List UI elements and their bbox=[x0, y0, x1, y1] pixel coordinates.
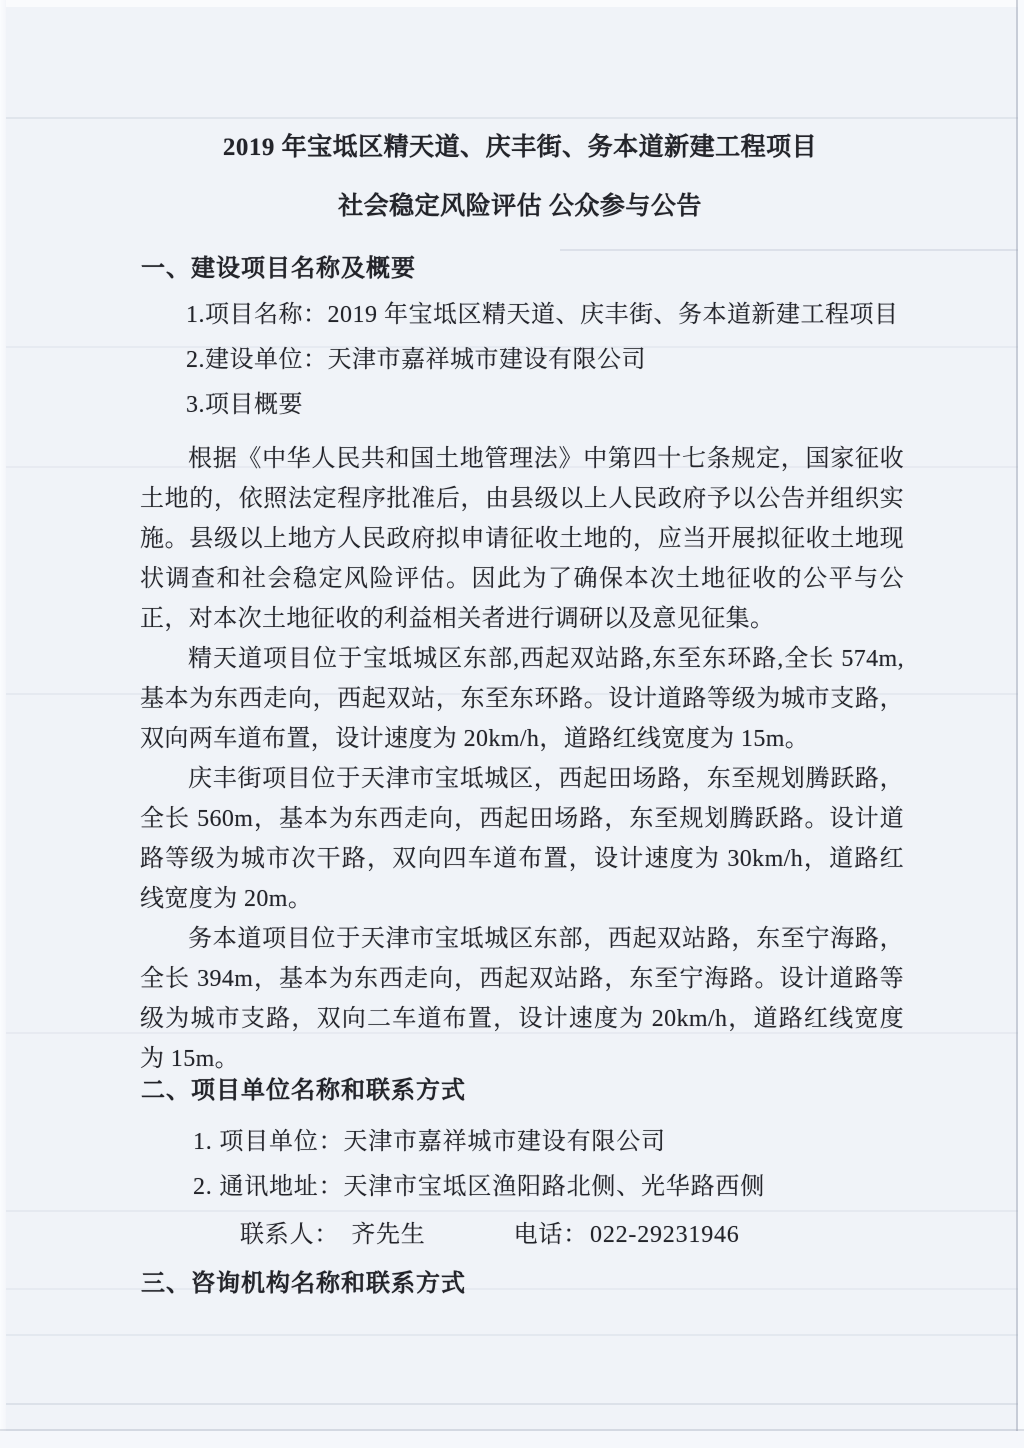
paragraph-jingtiandao: 精天道项目位于宝坻城区东部,西起双站路,东至东环路,全长 574m,基本为东西走向，西起双站，东至东环路。设计道路等级为城市支路，双向两车道布置，设计速度为 20km/h，道路红线宽度为 15m。 bbox=[140, 646, 904, 752]
scan-edge-top bbox=[0, 0, 1024, 7]
section-1-item-project-name: 1.项目名称：2019 年宝坻区精天道、庆丰街、务本道新建工程项目 bbox=[186, 302, 899, 328]
scan-edge-left bbox=[0, 0, 6, 1448]
section-2-item-address: 2. 通讯地址：天津市宝坻区渔阳路北侧、光华路西侧 bbox=[193, 1174, 765, 1200]
contact-person-label: 联系人： bbox=[240, 1222, 340, 1248]
paragraph-qingfengjie: 庆丰街项目位于天津市宝坻城区，西起田场路，东至规划腾跃路，全长 560m，基本为东西走向，西起田场路，东至规划腾跃路。设计道路等级为城市次干路，双向四车道布置，设计速度为 30km/h，道路红线宽度为 20m。 bbox=[140, 766, 904, 912]
section-3-heading: 三、咨询机构名称和联系方式 bbox=[141, 1271, 466, 1297]
contact-person-name: 齐先生 bbox=[351, 1222, 426, 1248]
scan-streak bbox=[0, 1210, 1024, 1212]
section-1-item-list bbox=[186, 293, 926, 428]
section-1-heading: 一、建设项目名称及概要 bbox=[141, 256, 416, 282]
phone-number: 022-29231946 bbox=[590, 1222, 740, 1248]
section-2-item-project-unit: 1. 项目单位：天津市嘉祥城市建设有限公司 bbox=[193, 1129, 666, 1155]
scan-streak bbox=[0, 1403, 1024, 1405]
contact-line bbox=[240, 1218, 940, 1252]
section-2-heading: 二、项目单位名称和联系方式 bbox=[141, 1078, 466, 1104]
paragraph-legal-basis: 根据《中华人民共和国土地管理法》中第四十七条规定，国家征收土地的，依照法定程序批准后，由县级以上人民政府予以公告并组织实施。县级以上地方人民政府拟申请征收土地的，应当开展拟征收土地现状调查和社会稳定风险评估。因此为了确保本次土地征收的公平与公正，对本次土地征收的利益相关者进行调研以及意见征集。 bbox=[140, 446, 904, 632]
scan-streak bbox=[0, 1334, 1024, 1336]
scan-streak bbox=[560, 249, 1020, 251]
paragraph-wubendao: 务本道项目位于天津市宝坻城区东部，西起双站路，东至宁海路，全长 394m，基本为东西走向，西起双站路，东至宁海路。设计道路等级为城市支路，双向二车道布置，设计速度为 20km/h，道路红线宽度为 15m。 bbox=[140, 926, 904, 1072]
scan-edge-bottom-band bbox=[0, 1431, 1024, 1448]
section-1-item-project-summary: 3.项目概要 bbox=[186, 392, 303, 418]
scan-streak bbox=[0, 117, 1024, 119]
scan-edge-right-band bbox=[1018, 0, 1024, 1448]
document-title-line2: 社会稳定风险评估 公众参与公告 bbox=[338, 193, 702, 220]
section-1-item-construction-unit: 2.建设单位：天津市嘉祥城市建设有限公司 bbox=[186, 347, 646, 373]
document-title-line1: 2019 年宝坻区精天道、庆丰街、务本道新建工程项目 bbox=[222, 134, 818, 161]
phone-label: 电话： bbox=[513, 1222, 589, 1248]
